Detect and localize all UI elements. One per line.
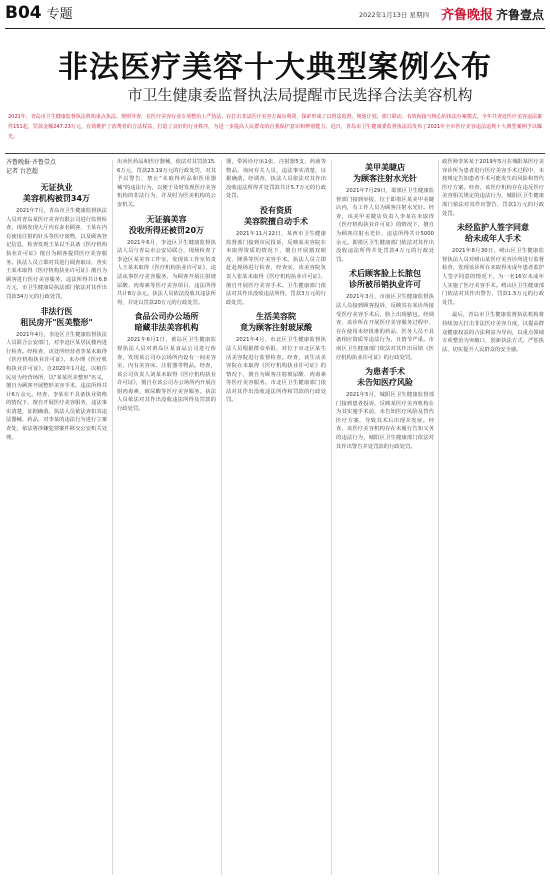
column-2: [117, 158, 216, 878]
page-number: B04 专题: [5, 3, 73, 23]
lead-rule: [5, 153, 545, 154]
case-heading: 术后顾客脸上长脓包 诊所被吊销执业许可: [349, 269, 421, 290]
issue-date: 2022年1月13日 星期四: [358, 11, 429, 19]
subheadline: 市卫生健康委监督执法局提醒市民选择合法美容机构: [127, 86, 473, 104]
case-heading: 无证搞美容 没收所得还被罚20万: [128, 214, 205, 235]
case-heading: 为患者手术 未告知医疗风险: [357, 367, 413, 388]
column-divider: [221, 160, 222, 875]
column-4: [336, 158, 434, 878]
case-body: 2021年3月，市南区卫生健康监督执法人员接到顾客投诉，反映其在某诊所接受医疗美容手术后，脸上出现脓包。经调查，该诊所在开展医疗美容服务过程中，存在使用未经批准的药品、医务人员不具备相应资质等违法行为，且情节严重。市南区卫生健康部门依法对其作出吊销《医疗机构执业许可证》的行政处罚。: [336, 294, 434, 361]
case-body: 出卖医药品和医疗器械，依法对其罚款15.6万元，罚款23.19万元的行政处罚，对其予以警告，禁止"未取得药品和医用器械"的违法行为，以便于及时发现医疗美容机构的非法行为，并及时为医美机构的公安机关。: [117, 159, 216, 208]
case-heading: 非法行医 租民房开"医美整形": [20, 306, 93, 327]
section-name: 专题: [46, 7, 73, 22]
header-rule: [5, 28, 545, 29]
case-body: 2021年7月，青岛市卫生健康监督执法人员对青岛某医疗美容有限公司进行监督检查，现场发现大厅内有多名顾客，王某在内有使用注射的针头等医疗废物，以及顾客登记信息，检查发现王某以不具备《医疗机构执业许可证》擅自为顾客提供医疗美容服务。执法人员立即对其进行调查取证，查实王某未取得《医疗机构执业许可证》擅自为顾客进行医疗美容服务，违法所得共计6.8万元，市卫生健康局执法部门依法对其作出罚款34万元的行政处罚。: [6, 208, 107, 300]
case-heading: 生活美容院 竟为顾客注射玻尿酸: [240, 312, 312, 333]
case-body: 政医师李某某于2019年5月在城阳某医疗美容诊所为患者进行医疗美容手术过程中，未按规定告知患者手术可能发生的风险和替代医疗方案。经查，该医疗机构存在违反医疗美容相关规定的违法行为，城阳区卫生健康部门依法对其作出警告、罚款1万元的行政处罚。: [442, 159, 544, 217]
column-divider: [438, 160, 439, 875]
column-divider: [331, 160, 332, 875]
case-body: 2021年7月29日，即墨区卫生健康监督部门接到举报，位于即墨区某美甲美睫店内，有工作人员为顾客注射水光针。经查，该美甲美睫店负责人李某在未取得《医疗机构执业许可证》的情况下，擅自为顾客注射水光针，违法所得共计5000余元。即墨区卫生健康部门依法对其作出没收违法所得并处罚款4万元的行政处罚。: [336, 188, 434, 263]
column-3: [226, 158, 326, 878]
case-body: 器，带回诊疗床1张、注射器5支、药液等物品，询问有关人员，违法事实清楚，证据确凿。经调查，执法人员依法对其作出没收违法所得并处罚款共计5.7万元的行政处罚。: [226, 159, 326, 200]
closing-paragraph: 最后，青岛市卫生健康监督执法机构将持续加大打击非法医疗美容力度，以提高群众健康权益的合法利益为导向，以重点领域专项整治为突破口，创新执法方式，严惩执法，切实提升人民群众的安全感。: [442, 312, 544, 353]
case-body: 2021年6月1日，黄岛区卫生健康监督执法人员对黄岛区某食品公司进行检查，发现该公司办公场所内设有一间美容室，内有美容床、注射器等物品。经查，该公司负责人刘某未取得《医疗机构执业许可证》，擅自在该公司办公场所内开展注射肉毒素、玻尿酸等医疗美容服务。执法人员依法对其作出没收违法所得及罚款的行政处罚。: [117, 337, 216, 413]
column-1: [6, 158, 107, 878]
case-heading: 无证执业 美容机构被罚34万: [22, 183, 91, 203]
page-header: [3, 3, 547, 27]
column-divider: [112, 160, 113, 875]
case-body: 2021年6月，李沧区卫生健康监督执法人员与青岛市公安局联合，现场检查了李沧区某美容工作室，发现该工作室负责人王某未取得《医疗机构执业许可证》，违法从事医疗美容服务，为顾客开展注射玻尿酸、肉毒素等医疗美容项目，违法所得共计8万余元。执法人员依法没收其违法所得，并处以罚款20万元的行政处罚。: [117, 239, 216, 306]
case-heading: 未经监护人签字同意 给未成年人手术: [457, 223, 529, 244]
lead-paragraph: 2021年，青岛市卫生健康监督执法机构重点执法、规则导查，在医疗美容行业专项整治上严执法，在打击非法医疗美容方面亮利剑，探索形成了以督法监督、规划计划、部门联动、有效衔接与核心的执法办案模式，全年共查处医疗美容违法案件151起，罚款金额247.23万元，有效维护了消费者的合法权益，打造了良好的行业秩序。为进一步提高人民群众的自我保护意识和辨别能力，近日，青岛市卫生健康委监督执法局发布了2021年全市医疗美容违法违规十大典型案例予以曝光。: [8, 114, 542, 140]
case-body: 2021年4月，市北区卫生健康监督执法人员根据群众举报，对位于市北区某生活美容院进行监督检查。经查，该生活美容院在未取得《医疗机构执业许可证》的情况下，擅自为顾客注射玻尿酸、肉毒素等医疗美容服务。市北区卫生健康部门依法对其作出没收违法所得和罚款的行政处罚。: [226, 337, 326, 404]
case-heading: 食品公司办公场所 暗藏非法美容机构: [134, 312, 199, 333]
masthead-logo: 齐鲁晚报 齐鲁壹点: [440, 8, 544, 23]
case-body: 2021年8月30日，崂山区卫生健康监督执法人员对崂山某医疗美容诊所进行监督检查，发现该诊所在未取得未成年患者监护人签字同意的情况下，为一名16岁未成年人实施了医疗美容手术。崂山区卫生健康部门依法对其作出警告、罚款1.5万元的行政处罚。: [442, 248, 544, 306]
case-heading: 美甲美睫店 为顾客注射水光针: [353, 163, 417, 183]
case-body: 2021年11月22日，某西市卫生健康监督部门接到市民投诉，反映某美容院在未取得资质的情况下，擅自开展割双眼皮、隆鼻等医疗美容手术。执法人员立即赶赴现场进行检查，经查实，该美容院负责人张某未取得《医疗机构执业许可证》，擅自开展医疗美容手术。卫生健康部门依法对其作出没收违法所得，罚款3万元的行政处罚。: [226, 230, 326, 306]
case-heading: 没有资质 美容院擅自动手术: [244, 205, 308, 226]
headline: 非法医疗美容十大典型案例公布: [58, 50, 492, 85]
column-5: [442, 158, 544, 878]
byline: 齐鲁晚报·齐鲁壹点 记者 台芭超: [6, 159, 56, 175]
case-body: 2021年4月，李沧区卫生健康监督执法人员联合公安部门，对李沧区某居民楼内进行检查。经检查，该处所经营者李某未取得《医疗机构执业许可证》，未办理《医疗机构执业许可证》，自2020年1月起，以租住民房为经营场所，以"某某医美整形"名义，擅自为顾客开展整形美容手术，违法所得共计6万余元。经查，李某在不具备执业资格的情况下，擅自开展医疗美容服务，违法事实清楚，证据确凿。执法人员依法查扣其违法器械、药品，对李某的违法行为进行立案查处，依法将涉嫌犯罪案件移交公安机关处理。: [6, 331, 107, 441]
case-body: 2021年5月，城阳区卫生健康监督部门接到患者投诉，反映某医疗美容机构在为其实施手术前，未告知医疗风险及替代医疗方案，导致其术后出现并发症。经查，该医疗美容机构存在未履行告知义务的违法行为，城阳区卫生健康部门依法对其作出警告并处罚款的行政处罚。: [336, 392, 434, 450]
